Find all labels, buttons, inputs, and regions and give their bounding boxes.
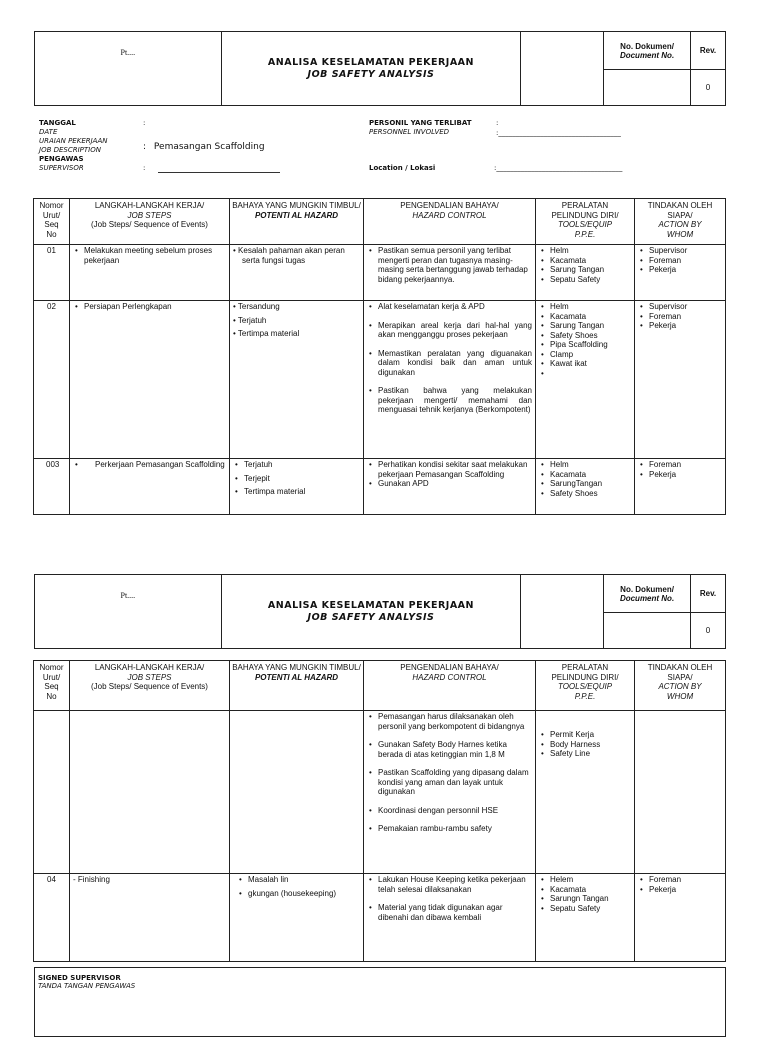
row-ppe: [536, 245, 635, 301]
info-right: [369, 119, 472, 137]
row-hazard: [230, 245, 364, 301]
list-item: • Helm: [539, 460, 631, 470]
row-no: 01: [34, 245, 70, 301]
jsa-table-1: [33, 198, 726, 515]
col-control-en: HAZARD CONTROL: [412, 672, 487, 682]
blank-cell: [521, 575, 604, 649]
list-item: • Pastikan semua personil yang terlibat mengerti peran dan tugasnya masing-masing serta bertanggung jawab terhadap bidang pekerjaannya.: [367, 246, 532, 284]
pengawas-field[interactable]: [143, 164, 280, 173]
signature-label-id: TANDA TANGAN PENGAWAS: [38, 982, 136, 990]
uraian-field[interactable]: [143, 142, 265, 152]
list-item: • Pastikan bahwa yang melakukan pekerjaan mengerti/ memahami dan menguasai tehnik kerjanya (Berkompotent): [367, 386, 532, 415]
row-step: [70, 245, 230, 301]
personnel-field[interactable]: :___________________________________: [496, 129, 621, 137]
col-header-hazard: [230, 661, 364, 711]
list-item: • Pekerja: [638, 265, 722, 275]
list-item: • Koordinasi dengan personnil HSE: [367, 806, 532, 816]
pengawas-underline: [158, 165, 280, 173]
list-item: • Merapikan areal kerja dari hal-hal yang akan mengganggu proses pekerjaan: [367, 321, 532, 340]
personnel-label: PERSONNEL INVOLVED: [369, 128, 450, 136]
row-action: [635, 874, 726, 962]
list-item: • Gunakan APD: [367, 479, 532, 489]
col-header-action: [635, 199, 726, 245]
list-item: • Perhatikan kondisi sekitar saat melakukan pekerjaan Pemasangan Scaffolding: [367, 460, 532, 479]
jsa-table-2: [33, 660, 726, 962]
title-english: JOB SAFETY ANALYSIS: [307, 611, 435, 623]
personil-label: PERSONIL YANG TERLIBAT: [369, 119, 472, 127]
list-item: • Persiapan Perlengkapan: [73, 302, 226, 312]
row-step: [70, 301, 230, 459]
col-no-line1: Nomor: [39, 201, 64, 210]
list-item: • Helm: [539, 246, 631, 256]
col-steps-en2: (Job Steps/ Sequence of Events): [91, 220, 208, 229]
row-hazard: [230, 301, 364, 459]
document-no-label: [604, 575, 691, 613]
list-item: • Safety Shoes: [539, 489, 631, 499]
list-item: • Tersandung: [233, 302, 280, 311]
table-row: [34, 459, 726, 515]
list-item: • Foreman: [638, 256, 722, 266]
location-label: [369, 164, 435, 173]
rev-value: 0: [691, 613, 726, 649]
col-control-id: PENGENDALIAN BAHAYA/: [400, 663, 499, 672]
list-item: • Foreman: [638, 875, 722, 885]
col-action-en2: WHOM: [666, 691, 694, 701]
list-item: • Permit Kerja: [539, 730, 631, 740]
table-row: [34, 245, 726, 301]
list-item: • Pekerja: [638, 885, 722, 895]
list-item: • Safety Line: [539, 749, 631, 759]
document-title: [221, 575, 521, 649]
col-no-line3: Seq: [44, 682, 59, 691]
col-steps-en2: (Job Steps/ Sequence of Events): [91, 682, 208, 691]
job-description-label: JOB DESCRIPTION: [39, 146, 101, 154]
col-header-no: [34, 661, 70, 711]
list-item: • Kacamata: [539, 885, 631, 895]
signature-box[interactable]: [34, 967, 726, 1037]
document-header-1: [34, 31, 726, 106]
rev-value: 0: [691, 70, 726, 106]
document-header-2: [34, 574, 726, 649]
list-item: • Pekerja: [638, 470, 722, 480]
title-indonesian: ANALISA KESELAMATAN PEKERJAAN: [267, 56, 474, 68]
pengawas-colon: :: [143, 164, 146, 172]
col-header-control: [364, 661, 536, 711]
row-no: 02: [34, 301, 70, 459]
list-item: • Foreman: [638, 312, 722, 322]
col-ppe-id: PERALATAN PELINDUNG DIRI/: [551, 663, 619, 682]
list-item: • Supervisor: [638, 302, 722, 312]
list-item: • Sarungn Tangan: [539, 894, 631, 904]
list-item: • Body Harness: [539, 740, 631, 750]
list-item: • Safety Shoes: [539, 331, 631, 341]
list-item: • Pemakaian rambu-rambu safety: [367, 824, 532, 834]
col-ppe-en2: P.P.E.: [574, 691, 596, 701]
list-item: • Masalah lin: [237, 875, 360, 885]
document-title: [221, 32, 521, 106]
signature-label: SIGNED SUPERVISOR: [38, 974, 121, 982]
document-no-label-id: No. Dokumen/: [620, 41, 674, 51]
row-control: [364, 711, 536, 874]
list-item: • Material yang tidak digunakan agar dibenahi dan dibawa kembali: [367, 903, 532, 922]
row-step: [70, 711, 230, 874]
pengawas-label: PENGAWAS: [39, 155, 84, 163]
title-english: JOB SAFETY ANALYSIS: [307, 68, 435, 80]
row-step: - Finishing: [70, 874, 230, 962]
personil-colon: :: [496, 119, 499, 127]
list-item: • Pekerja: [638, 321, 722, 331]
location-field[interactable]: :____________________________________: [494, 164, 623, 172]
row-action: [635, 711, 726, 874]
col-hazard-id: BAHAYA YANG MUNGKIN TIMBUL/: [232, 201, 361, 210]
row-no: 003: [34, 459, 70, 515]
row-no: [34, 711, 70, 874]
row-step: [70, 459, 230, 515]
info-left: [39, 119, 108, 173]
col-steps-en: JOB STEPS: [127, 210, 172, 220]
document-no-value: [604, 613, 691, 649]
rev-label: Rev.: [691, 32, 726, 70]
document-no-label-id: No. Dokumen/: [620, 584, 674, 594]
col-header-ppe: [536, 199, 635, 245]
document-no-label-en: Document No.: [619, 50, 675, 60]
company-name: Pt....: [35, 32, 222, 106]
company-name: Pt....: [35, 575, 222, 649]
list-item: • Terjatuh: [233, 460, 360, 470]
list-item: • Terjepit: [233, 474, 360, 484]
row-control: [364, 459, 536, 515]
row-hazard: [230, 459, 364, 515]
date-label: DATE: [39, 128, 58, 136]
list-item: • Helem: [539, 875, 631, 885]
uraian-value: Pemasangan Scaffolding: [153, 142, 265, 152]
list-item: • Gunakan Safety Body Harnes ketika berada di atas ketinggian min 1,8 M: [367, 740, 532, 759]
list-item: • Kacamata: [539, 312, 631, 322]
list-item: • Kacamata: [539, 256, 631, 266]
table-row: [34, 711, 726, 874]
col-header-action: [635, 661, 726, 711]
col-no-line4: No: [46, 691, 57, 701]
col-ppe-en1: TOOLS/EQUIP: [557, 682, 613, 691]
col-no-line2: Urut/: [42, 672, 61, 682]
row-action: [635, 459, 726, 515]
list-item: • Kawat ikat: [539, 359, 631, 369]
hazard-text: Terjatuh: [237, 315, 267, 325]
row-hazard: [230, 874, 364, 962]
tanggal-label: TANGGAL: [39, 119, 76, 127]
list-item: • Sepatu Safety: [539, 904, 631, 914]
col-header-hazard: [230, 199, 364, 245]
list-item: • Pastikan Scaffolding yang dipasang dalam kondisi yang aman dan layak untuk digunakan: [367, 768, 532, 797]
list-item: • gkungan (housekeeping): [237, 889, 360, 899]
title-indonesian: ANALISA KESELAMATAN PEKERJAAN: [267, 599, 474, 611]
row-control: [364, 245, 536, 301]
col-no-line4: No: [46, 229, 57, 239]
list-item: • Sarung Tangan: [539, 321, 631, 331]
list-item: • Helm: [539, 302, 631, 312]
col-no-line1: Nomor: [39, 663, 64, 672]
location-text: Location / Lokasi: [369, 164, 436, 172]
list-item: • Lakukan House Keeping ketika pekerjaan telah selesai dilaksanakan: [367, 875, 532, 894]
row-no: 04: [34, 874, 70, 962]
list-item: • Tertimpa material: [233, 487, 360, 497]
row-ppe: [536, 711, 635, 874]
table-row: [34, 874, 726, 962]
col-control-id: PENGENDALIAN BAHAYA/: [400, 201, 499, 210]
row-action: [635, 301, 726, 459]
document-no-label-en: Document No.: [619, 593, 675, 603]
list-item: • Memastikan peralatan yang diguanakan dalam kondisi baik dan aman untuk digunakan: [367, 349, 532, 378]
col-header-control: [364, 199, 536, 245]
col-action-en1: ACTION BY: [658, 220, 702, 229]
col-hazard-en: POTENTI AL HAZARD: [254, 672, 339, 682]
col-action-en2: WHOM: [666, 229, 694, 239]
col-no-line3: Seq: [44, 220, 59, 229]
supervisor-label: SUPERVISOR: [39, 164, 84, 172]
col-hazard-id: BAHAYA YANG MUNGKIN TIMBUL/: [232, 663, 361, 672]
list-item: • Melakukan meeting sebelum proses pekerjaan: [73, 246, 226, 265]
list-item: • Sepatu Safety: [539, 275, 631, 285]
document-no-value: [604, 70, 691, 106]
list-item: • Foreman: [638, 460, 722, 470]
col-no-line2: Urut/: [42, 210, 61, 220]
col-header-steps: [70, 661, 230, 711]
table-row: [34, 301, 726, 459]
list-item: • Tertimpa material: [233, 329, 300, 338]
blank-cell: [521, 32, 604, 106]
document-no-label: [604, 32, 691, 70]
col-ppe-en1: TOOLS/EQUIP: [557, 220, 613, 229]
list-item: • Pipa Scaffolding: [539, 340, 631, 350]
row-ppe: [536, 301, 635, 459]
row-ppe: [536, 459, 635, 515]
list-item: • Perkerjaan Pemasangan Scaffolding: [73, 460, 226, 470]
uraian-label: URAIAN PEKERJAAN: [39, 137, 108, 145]
col-header-no: [34, 199, 70, 245]
row-ppe: [536, 874, 635, 962]
list-item: • SarungTangan: [539, 479, 631, 489]
row-hazard: [230, 711, 364, 874]
rev-label: Rev.: [691, 575, 726, 613]
col-header-steps: [70, 199, 230, 245]
hazard-text: Tersandung: [237, 302, 280, 311]
row-control: [364, 874, 536, 962]
row-action: [635, 245, 726, 301]
col-action-id: TINDAKAN OLEH SIAPA/: [647, 663, 713, 682]
col-steps-id: LANGKAH-LANGKAH KERJA/: [94, 663, 205, 672]
list-item: • Pemasangan harus dilaksanakan oleh personil yang berkompotent di bidangnya: [367, 712, 532, 731]
list-item: • Supervisor: [638, 246, 722, 256]
uraian-colon: :: [143, 142, 147, 152]
hazard-text: Tertimpa material: [237, 329, 300, 338]
col-header-ppe: [536, 661, 635, 711]
list-item: • Kesalah pahaman akan peran serta fungsi tugas: [233, 246, 345, 265]
list-item: • Sarung Tangan: [539, 265, 631, 275]
col-action-id: TINDAKAN OLEH SIAPA/: [647, 201, 713, 220]
col-action-en1: ACTION BY: [658, 682, 702, 691]
list-item: • Alat keselamatan kerja & APD: [367, 302, 532, 312]
col-control-en: HAZARD CONTROL: [412, 210, 487, 220]
col-steps-id: LANGKAH-LANGKAH KERJA/: [94, 201, 205, 210]
hazard-text: Kesalah pahaman akan peran serta fungsi tugas: [238, 246, 345, 265]
list-item: • Clamp: [539, 350, 631, 360]
list-item: • Kacamata: [539, 470, 631, 480]
list-item: • Terjatuh: [233, 315, 267, 325]
row-control: [364, 301, 536, 459]
col-ppe-en2: P.P.E.: [574, 229, 596, 239]
tanggal-colon: :: [143, 119, 146, 127]
col-hazard-en: POTENTI AL HAZARD: [254, 210, 339, 220]
col-ppe-id: PERALATAN PELINDUNG DIRI/: [551, 201, 619, 220]
col-steps-en: JOB STEPS: [127, 672, 172, 682]
